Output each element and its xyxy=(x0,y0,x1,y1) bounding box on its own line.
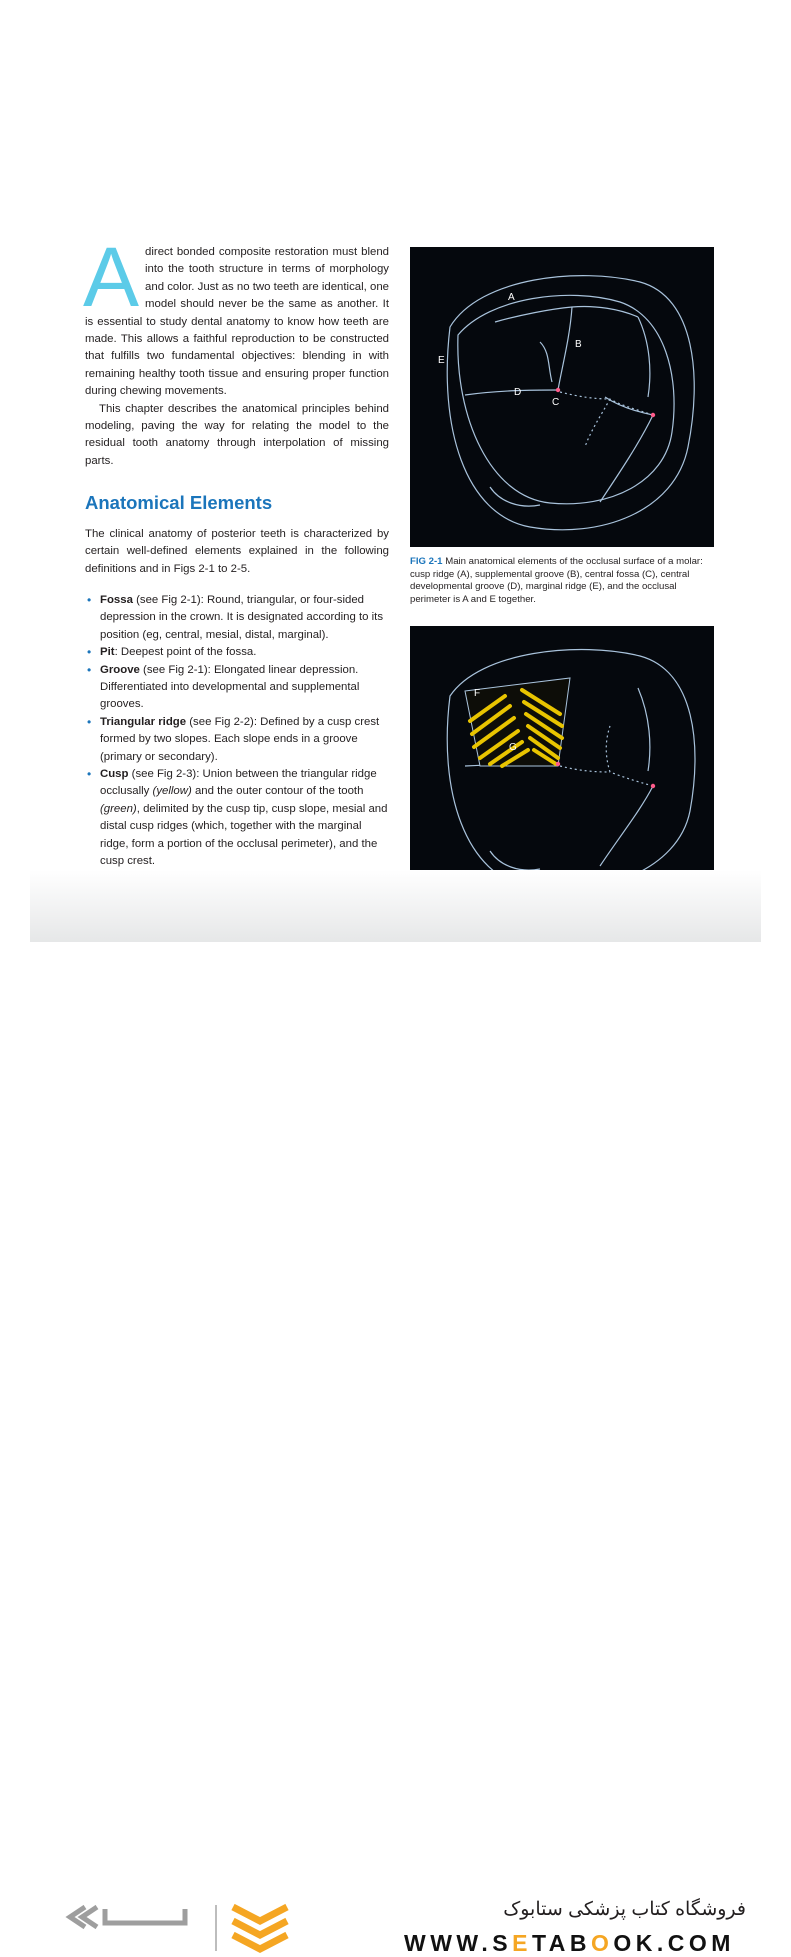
definition: and the outer contour of the tooth xyxy=(191,785,364,798)
emphasis: (yellow) xyxy=(152,785,192,798)
pit-mark xyxy=(556,388,560,392)
intro-paragraph-2: This chapter describes the anatomical principles behind modeling, paving the way for relating the model to the residual tooth anatomy through interpolation of missing parts. xyxy=(85,402,389,467)
list-item xyxy=(85,592,389,644)
footer-band xyxy=(30,870,761,942)
list-item xyxy=(85,662,389,714)
caption-text: Main anatomical elements of the occlusal surface of a molar: cusp ridge (A), supplemental groove (B), central fossa (C), central developmental groove (D), marginal ridge (E), and the occlusal perimeter is A and E together. xyxy=(410,556,703,605)
store-url[interactable]: WWW.SETABOOK.COM xyxy=(404,1930,735,1956)
definition: (see Fig 2-2): Defined by a cusp crest formed by two slopes. Each slope ends in a groove (primary or secondary). xyxy=(100,715,380,763)
bullet-icon: • xyxy=(87,593,92,607)
pit-mark xyxy=(651,413,655,417)
term: Groove xyxy=(100,663,140,676)
definition: : Deepest point of the fossa. xyxy=(114,646,257,659)
definition: (see Fig 2-1): Round, triangular, or four-sided depression in the crown. It is designated according to its position (eg, central, mesial, distal, marginal). xyxy=(100,594,384,641)
label-c: C xyxy=(552,397,560,408)
bullet-icon: • xyxy=(87,645,92,660)
pit-mark xyxy=(651,784,655,788)
label-g: G xyxy=(509,742,517,753)
definition-list xyxy=(85,592,389,871)
molar-occlusal-diagram xyxy=(410,247,714,547)
section-lead: The clinical anatomy of posterior teeth is characterized by certain well-defined elements explained in the following definitions and in Figs 2-1 to 2-5. xyxy=(85,528,389,575)
pit-mark xyxy=(556,762,560,766)
label-d: D xyxy=(514,387,522,398)
term: Fossa xyxy=(100,594,133,606)
bullet-icon: • xyxy=(87,767,92,782)
intro-text xyxy=(83,230,389,470)
molar-ridge-diagram xyxy=(410,626,714,908)
label-e: E xyxy=(438,355,445,366)
store-logo-icon xyxy=(65,1897,295,1957)
definition: (see Fig 2-1): Elongated linear depression. Differentiated into developmental and supplemental grooves. xyxy=(100,663,360,711)
term: Triangular ridge xyxy=(100,715,187,728)
list-item xyxy=(85,714,389,766)
definition: (see Fig 2-3): Union between the triangular ridge occlusally xyxy=(100,768,377,798)
intro-paragraph-1: direct bonded composite restoration must blend into the tooth structure in terms of morphology and color. Just as no two teeth are identical, one model should never be the same as another. It is essential to study dental anatomy to know how teeth are made. This allows a faithful reproduction to be constructed that fulfills two fundamental objectives: blending in with remaining healthy tooth tissue and ensuring proper function during chewing movements. xyxy=(85,246,389,398)
emphasis: (green) xyxy=(100,802,137,815)
figure-2-2 xyxy=(410,626,714,908)
caption-label: FIG 2-1 xyxy=(410,556,443,567)
label-b: B xyxy=(575,339,582,350)
bullet-icon: • xyxy=(87,714,92,729)
figure-2-1 xyxy=(410,247,714,547)
definition: , delimited by the cusp tip, cusp slope, mesial and distal cusp ridges (which, together with the marginal ridge, form a portion of the occlusal perimeter), and the cusp crest. xyxy=(100,802,388,868)
store-footer xyxy=(0,942,791,1956)
section-heading: Anatomical Elements xyxy=(85,492,273,513)
term: Pit xyxy=(100,646,115,659)
label-f: F xyxy=(474,688,481,699)
term: Cusp xyxy=(100,768,129,781)
drop-cap: A xyxy=(83,230,140,324)
store-name: فروشگاه کتاب پزشکی ستابوک xyxy=(503,1899,746,1920)
bullet-icon: • xyxy=(87,662,92,677)
list-item xyxy=(85,766,389,870)
label-a: A xyxy=(508,292,515,303)
figure-2-1-caption xyxy=(410,556,714,606)
list-item xyxy=(85,644,389,661)
